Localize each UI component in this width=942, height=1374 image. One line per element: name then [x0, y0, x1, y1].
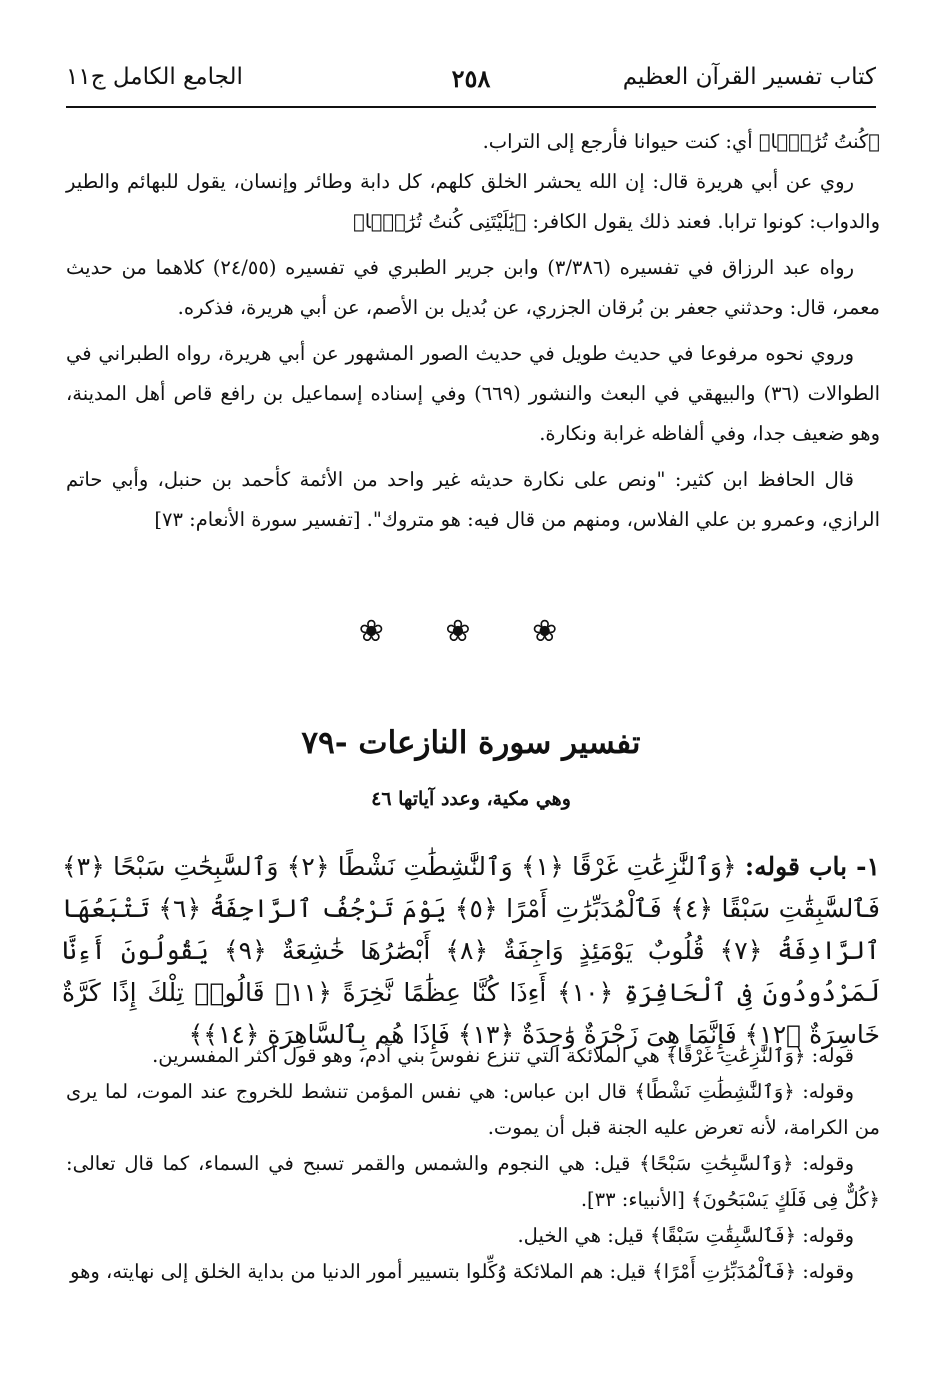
- paragraph: وروي نحوه مرفوعا في حديث طويل في حديث الصور المشهور عن أبي هريرة، رواه الطبراني في الطوالات (٣٦) والبيهقي في البعث والنشور (٦٦٩) وفي إسناده إسماعيل بن رافع قاص أهل المدينة، وهو ضعيف جدا، وفي ألفاظه غرابة ونكارة.: [66, 342, 881, 445]
- surah-subheading: وهي مكية، وعدد آياتها ٤٦: [371, 788, 571, 810]
- paragraph: روي عن أبي هريرة قال: إن الله يحشر الخلق كلهم، كل دابة وطائر وإنسان، يقول للبهائم والطير والدواب: كونوا ترابا. فعند ذلك يقول الكافر: ﴿يَٰلَيْتَنِى كُنتُ تُرَٰبًۢا﴾: [66, 170, 880, 233]
- running-header: [66, 58, 876, 108]
- commentary-block: [66, 1038, 880, 1290]
- paragraph: رواه عبد الرزاق في تفسيره (٣/٣٨٦) وابن جرير الطبري في تفسيره (٢٤/٥٥) كلاهما من حديث معمر، قال: وحدثني جعفر بن بُرقان الجزري، عن بُديل بن الأصم، عن أبي هريرة، فذكره.: [66, 256, 880, 319]
- book-title: كتاب تفسير القرآن العظيم: [622, 64, 876, 90]
- paragraph: ﴿كُنتُ تُرَٰبًۢا﴾ أي: كنت حيوانا فأرجع إلى التراب.: [482, 130, 880, 153]
- top-text-block: [66, 122, 880, 540]
- page-number: ٢٥٨: [451, 64, 491, 93]
- header-divider: [66, 106, 876, 108]
- commentary-paragraph: وقوله: ﴿فَٱلْمُدَبِّرَٰتِ أَمْرًا﴾ قيل: هم الملائكة وُكِّلوا بتسيير أمور الدنيا من بداية الخلق إلى نهايته، وهو: [70, 1260, 854, 1283]
- section-ornament: ❀ ❀ ❀: [358, 614, 584, 649]
- commentary-paragraph: وقوله: ﴿فَٱلسَّٰبِقَٰتِ سَبْقًا﴾ قيل: هي الخيل.: [517, 1224, 854, 1247]
- commentary-paragraph: وقوله: ﴿وَٱلسَّٰبِحَٰتِ سَبْحًا﴾ قيل: هي النجوم والشمس والقمر تسبح في السماء، كما قال تعالى: ﴿كُلٌّ فِى فَلَكٍ يَسْبَحُونَ﴾ [الأنبياء: ٣٣].: [66, 1152, 880, 1211]
- commentary-paragraph: وقوله: ﴿وَٱلنَّٰشِطَٰتِ نَشْطًا﴾ قال ابن عباس: هي نفس المؤمن تنشط للخروج عند الموت، لما يرى من الكرامة، لأنه تعرض عليه الجنة قبل أن يموت.: [66, 1080, 880, 1139]
- commentary-paragraph: قوله: ﴿وَٱلنَّٰزِعَٰتِ غَرْقًا﴾ هي الملائكة التي تنزع نفوس بني آدم، وهو قول أكثر المفسرين.: [152, 1044, 854, 1067]
- chapter-label: ١- باب قوله:: [744, 852, 880, 881]
- surah-heading: تفسير سورة النازعات -٧٩: [301, 725, 641, 761]
- paragraph: قال الحافظ ابن كثير: "ونص على نكارة حديثه غير واحد من الأئمة كأحمد بن حنبل، وأبي حاتم الرازي، وعمرو بن علي الفلاس، ومنهم من قال فيه: هو متروك". [تفسير سورة الأنعام: ٧٣]: [66, 468, 880, 531]
- quran-verses: ﴿وَٱلنَّٰزِعَٰتِ غَرْقًا ﴿١﴾ وَٱلنَّٰشِطَٰتِ نَشْطًا ﴿٢﴾ وَٱلسَّٰبِحَٰتِ سَبْحًا ﴿٣﴾ فَٱلسَّٰبِقَٰتِ سَبْقًا ﴿٤﴾ فَٱلْمُدَبِّرَٰتِ أَمْرًا ﴿٥﴾ يَوْمَ تَرْجُفُ ٱلرَّاجِفَةُ ﴿٦﴾ تَتْبَعُهَا ٱلرَّادِفَةُ ﴿٧﴾ قُلُوبٌ يَوْمَئِذٍ وَاجِفَةٌ ﴿٨﴾ أَبْصَٰرُهَا خَٰشِعَةٌ ﴿٩﴾ يَقُولُونَ أَءِنَّا لَمَرْدُودُونَ فِى ٱلْحَافِرَةِ ﴿١٠﴾ أَءِذَا كُنَّا عِظَٰمًا نَّخِرَةً ﴿١١﴾ قَالُوا۟ تِلْكَ إِذًا كَرَّةٌ خَاسِرَةٌ ﴿١٢﴾ فَإِنَّمَا هِىَ زَجْرَةٌ وَٰحِدَةٌ ﴿١٣﴾ فَإِذَا هُم بِٱلسَّاهِرَةِ ﴿١٤﴾﴾: [62, 852, 881, 1049]
- volume-label: الجامع الكامل ج١١: [66, 64, 243, 90]
- chapter-verses: [62, 846, 880, 1056]
